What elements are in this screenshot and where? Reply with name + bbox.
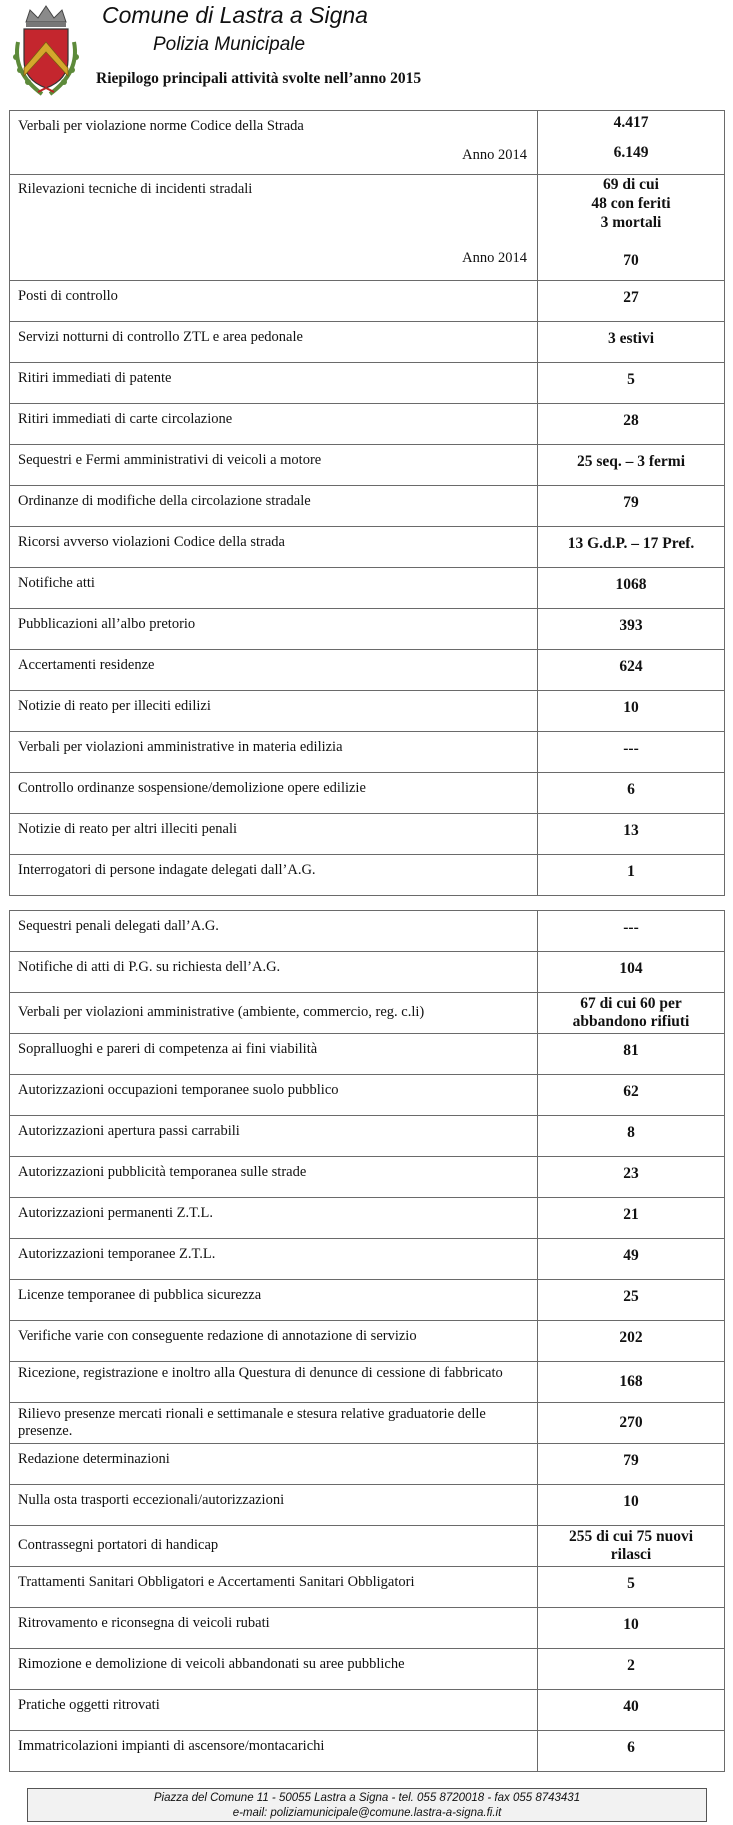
row-label: Sequestri penali delegati dall’A.G.	[18, 918, 219, 934]
row-value: 5	[627, 371, 635, 388]
row-label: Ricorsi avverso violazioni Codice della strada	[18, 534, 285, 550]
row-value: 6	[627, 1739, 635, 1756]
row-label: Ritiri immediati di patente	[18, 370, 172, 386]
row-value: 67 di cui 60 per abbandono rifiuti	[572, 995, 690, 1030]
row-value: 21	[623, 1206, 639, 1223]
row-label: Verifiche varie con conseguente redazione di annotazione di servizio	[18, 1328, 417, 1344]
row-value: 1	[627, 863, 635, 880]
row-label: Autorizzazioni temporanee Z.T.L.	[18, 1246, 216, 1262]
row-value: 4.417	[613, 114, 649, 131]
table-row	[10, 1649, 725, 1690]
row-value: 5	[627, 1575, 635, 1592]
table-row	[10, 1157, 725, 1198]
table-row	[10, 568, 725, 609]
activity-table-top	[9, 110, 725, 896]
row-value: 28	[623, 412, 639, 429]
row-label: Sopralluoghi e pareri di competenza ai fini viabilità	[18, 1041, 318, 1057]
row-value: 393	[619, 617, 643, 634]
table-row	[10, 952, 725, 993]
row-value: 6	[627, 781, 635, 798]
row-value: 10	[623, 1616, 639, 1633]
row-value: ---	[623, 919, 639, 936]
table-row	[10, 1075, 725, 1116]
row-label: Immatricolazioni impianti di ascensore/montacarichi	[18, 1738, 325, 1754]
row-value: 3 estivi	[607, 330, 655, 347]
table-row	[10, 1403, 725, 1444]
row-value: 27	[623, 289, 639, 306]
row-label: Posti di controllo	[18, 288, 118, 304]
row-value: 25 seq. – 3 fermi	[576, 453, 686, 470]
row-value: 23	[623, 1165, 639, 1182]
table-row	[10, 1239, 725, 1280]
table-row	[10, 1690, 725, 1731]
table-row	[10, 1034, 725, 1075]
table-row	[10, 732, 725, 773]
table-row	[10, 993, 725, 1034]
table-row	[10, 1731, 725, 1772]
footer-address: Piazza del Comune 11 - 50055 Lastra a Signa - tel. 055 8720018 - fax 055 8743431	[153, 1792, 581, 1804]
polizia-title: Polizia Municipale	[153, 34, 306, 55]
row-label: Pratiche oggetti ritrovati	[18, 1697, 160, 1713]
row-label: Autorizzazioni permanenti Z.T.L.	[18, 1205, 213, 1221]
row-label: Contrassegni portatori di handicap	[18, 1537, 219, 1553]
table-row	[10, 363, 725, 404]
anno-value: 6.149	[613, 144, 649, 161]
table-row	[10, 1567, 725, 1608]
table-row	[10, 111, 725, 175]
row-value: 25	[623, 1288, 639, 1305]
row-label: Verbali per violazioni amministrative (ambiente, commercio, reg. c.li)	[18, 1004, 425, 1020]
coat-of-arms-icon	[8, 2, 84, 102]
row-label: Rilevazioni tecniche di incidenti stradali	[18, 181, 253, 197]
table-row	[10, 855, 725, 896]
row-value: 79	[623, 494, 639, 511]
table-row	[10, 1198, 725, 1239]
row-value: 49	[623, 1247, 639, 1264]
row-label: Redazione determinazioni	[18, 1451, 170, 1467]
table-row	[10, 650, 725, 691]
row-value: 104	[619, 960, 643, 977]
row-value: 81	[623, 1042, 639, 1059]
row-value: 79	[623, 1452, 639, 1469]
table-row	[10, 1116, 725, 1157]
row-label: Servizi notturni di controllo ZTL e area pedonale	[18, 329, 303, 345]
anno-value: 70	[623, 252, 639, 269]
table-row	[10, 609, 725, 650]
row-value: 40	[623, 1698, 639, 1715]
row-label: Sequestri e Fermi amministrativi di veicoli a motore	[18, 452, 322, 468]
row-label: Notizie di reato per altri illeciti penali	[18, 821, 238, 837]
row-label: Verbali per violazioni amministrative in materia edilizia	[18, 739, 343, 755]
table-row	[10, 773, 725, 814]
row-value: 62	[623, 1083, 639, 1100]
footer-contacts	[27, 1788, 707, 1822]
row-value: 8	[627, 1124, 635, 1141]
row-label: Pubblicazioni all’albo pretorio	[18, 616, 196, 632]
row-label: Accertamenti residenze	[18, 657, 155, 673]
row-label: Notifiche di atti di P.G. su richiesta dell’A.G.	[18, 959, 281, 975]
row-label: Notizie di reato per illeciti edilizi	[18, 698, 211, 714]
row-label: Autorizzazioni occupazioni temporanee suolo pubblico	[18, 1082, 339, 1098]
table-row	[10, 445, 725, 486]
row-value: 624	[619, 658, 643, 675]
table-row	[10, 1526, 725, 1567]
row-value: 168	[619, 1373, 643, 1390]
riepilogo-title: Riepilogo principali attività svolte nell’anno 2015	[96, 70, 422, 87]
row-value: 10	[623, 699, 639, 716]
comune-title: Comune di Lastra a Signa	[102, 2, 368, 28]
row-label: Interrogatori di persone indagate delegati dall’A.G.	[18, 862, 316, 878]
row-value: 13	[623, 822, 639, 839]
table-row	[10, 175, 725, 281]
row-value: 48 con feriti	[591, 195, 671, 212]
footer-email: e-mail: poliziamunicipale@comune.lastra-a-signa.fi.it	[232, 1807, 502, 1819]
row-value: ---	[623, 740, 639, 757]
row-label: Rimozione e demolizione di veicoli abbandonati su aree pubbliche	[18, 1656, 405, 1672]
row-label: Trattamenti Sanitari Obbligatori e Accertamenti Sanitari Obbligatori	[18, 1574, 415, 1590]
table-row	[10, 322, 725, 363]
table-row	[10, 1321, 725, 1362]
anno-label: Anno 2014	[462, 250, 527, 266]
row-value: 2	[627, 1657, 635, 1674]
row-label: Notifiche atti	[18, 575, 95, 591]
row-label: Ritrovamento e riconsegna di veicoli rubati	[18, 1615, 270, 1631]
row-value: 69 di cui	[603, 176, 659, 193]
activity-table-bottom	[9, 910, 725, 1772]
row-label: Controllo ordinanze sospensione/demolizione opere edilizie	[18, 780, 366, 796]
row-label: Verbali per violazione norme Codice della Strada	[18, 118, 304, 134]
table-row	[10, 1444, 725, 1485]
row-value: 10	[623, 1493, 639, 1510]
row-value: 255 di cui 75 nuovi rilasci	[568, 1528, 694, 1563]
anno-label: Anno 2014	[462, 147, 527, 163]
table-row	[10, 1485, 725, 1526]
table-row	[10, 911, 725, 952]
table-row	[10, 1280, 725, 1321]
row-value: 1068	[615, 576, 647, 593]
row-value: 3 mortali	[600, 214, 662, 231]
row-label: Autorizzazioni pubblicità temporanea sulle strade	[18, 1164, 307, 1180]
table-row	[10, 281, 725, 322]
table-row	[10, 404, 725, 445]
table-row	[10, 1362, 725, 1403]
row-label: Ritiri immediati di carte circolazione	[18, 411, 233, 427]
table-row	[10, 691, 725, 732]
row-label: Licenze temporanee di pubblica sicurezza	[18, 1287, 262, 1303]
row-label: Nulla osta trasporti eccezionali/autorizzazioni	[18, 1492, 285, 1508]
table-row	[10, 527, 725, 568]
row-label: Ricezione, registrazione e inoltro alla Questura di denunce di cessione di fabbricato	[18, 1365, 503, 1381]
row-value: 202	[619, 1329, 643, 1346]
table-row	[10, 814, 725, 855]
row-label: Ordinanze di modifiche della circolazione stradale	[18, 493, 311, 509]
table-row	[10, 486, 725, 527]
row-value: 13 G.d.P. – 17 Pref.	[567, 535, 695, 552]
row-label: Autorizzazioni apertura passi carrabili	[18, 1123, 240, 1139]
row-value: 270	[619, 1414, 643, 1431]
row-label: Rilievo presenze mercati rionali e settimanale e stesura relative graduatorie delle presenze.	[18, 1406, 486, 1439]
table-row	[10, 1608, 725, 1649]
